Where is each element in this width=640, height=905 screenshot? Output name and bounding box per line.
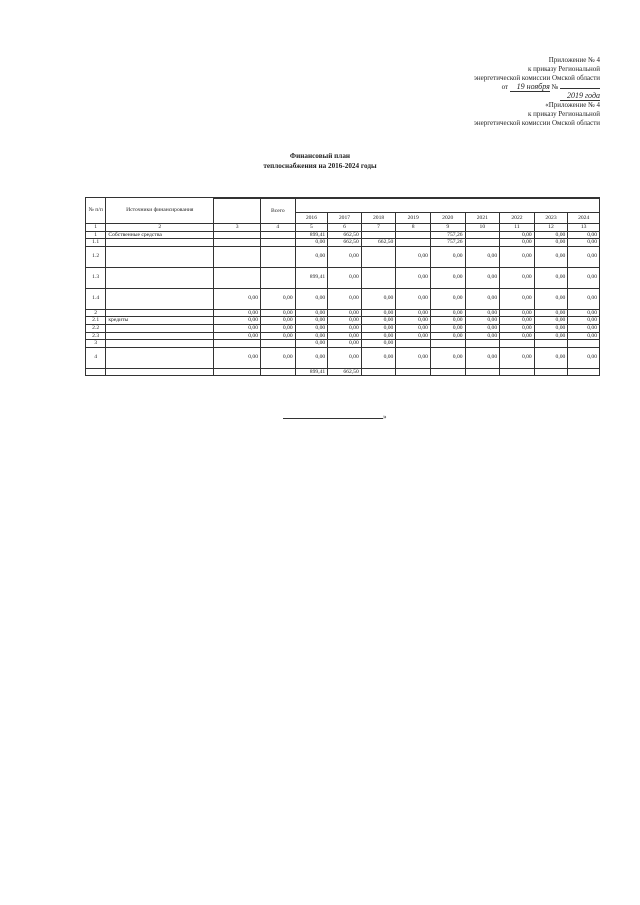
- approval-block-new: [435, 56, 600, 101]
- value-cell: 0,00: [261, 288, 296, 309]
- row-source: [106, 332, 214, 340]
- value-cell: 0,00: [214, 309, 261, 317]
- value-cell: [396, 368, 431, 376]
- value-cell: [465, 368, 500, 376]
- value-cell: [261, 239, 296, 247]
- header-col-number: 4: [261, 224, 296, 232]
- value-cell: [361, 267, 396, 288]
- row-source: [106, 267, 214, 288]
- header-col-number: 8: [396, 224, 431, 232]
- value-cell: 0,00: [361, 332, 396, 340]
- number-prefix: №: [551, 83, 559, 91]
- handwritten-year: 2019 года: [560, 92, 600, 101]
- value-cell: 0,00: [328, 288, 362, 309]
- value-cell: 0,00: [295, 324, 328, 332]
- value-cell: 0,00: [396, 324, 431, 332]
- value-cell: [534, 368, 568, 376]
- table-row: [86, 309, 600, 317]
- table-row: [86, 347, 600, 368]
- table-row: [86, 368, 600, 376]
- value-cell: 0,00: [465, 309, 500, 317]
- header-source: Источники финансирования: [106, 198, 214, 224]
- header-col-number: 9: [430, 224, 465, 232]
- value-cell: 0,00: [261, 347, 296, 368]
- table-row: [86, 231, 600, 239]
- value-cell: [534, 340, 568, 348]
- value-cell: 0,00: [214, 347, 261, 368]
- header-year: 2022: [500, 213, 535, 224]
- header-col-number: 2: [106, 224, 214, 232]
- value-cell: 0,00: [295, 239, 328, 247]
- value-cell: 0,00: [396, 246, 431, 267]
- title-line: теплоснабжения на 2016-2024 годы: [263, 161, 377, 170]
- row-number: 2.3: [86, 332, 106, 340]
- value-cell: 0,00: [361, 347, 396, 368]
- value-cell: 0,00: [534, 317, 568, 325]
- header-year: 2020: [430, 213, 465, 224]
- header-col-number: 7: [361, 224, 396, 232]
- title-line: Финансовый план: [289, 152, 351, 160]
- value-cell: 0,00: [465, 288, 500, 309]
- value-cell: 0,00: [361, 288, 396, 309]
- table-row: [86, 317, 600, 325]
- approval-block-old: [435, 101, 600, 128]
- row-number: 1.4: [86, 288, 106, 309]
- value-cell: 899,41: [295, 267, 328, 288]
- value-cell: 0,00: [534, 231, 568, 239]
- value-cell: 0,00: [328, 347, 362, 368]
- value-cell: 0,00: [568, 231, 600, 239]
- row-number: 1.3: [86, 267, 106, 288]
- value-cell: [465, 231, 500, 239]
- value-cell: 0,00: [261, 332, 296, 340]
- date-prefix: от: [501, 83, 509, 91]
- value-cell: 0,00: [500, 267, 535, 288]
- value-cell: 0,00: [465, 324, 500, 332]
- value-cell: [430, 340, 465, 348]
- value-cell: [430, 368, 465, 376]
- value-cell: 0,00: [534, 347, 568, 368]
- table-row: [86, 267, 600, 288]
- table-row: [86, 332, 600, 340]
- row-source: [106, 347, 214, 368]
- value-cell: [261, 246, 296, 267]
- row-number: 1.1: [86, 239, 106, 247]
- value-cell: 662,50: [328, 231, 362, 239]
- header-years-group: [295, 199, 599, 213]
- value-cell: 0,00: [261, 317, 296, 325]
- value-cell: 0,00: [465, 317, 500, 325]
- row-number: 3: [86, 340, 106, 348]
- header-num: № п/п: [86, 198, 106, 224]
- value-cell: 662,50: [328, 368, 362, 376]
- value-cell: 757,26: [430, 239, 465, 247]
- table-row: [86, 324, 600, 332]
- value-cell: 0,00: [328, 309, 362, 317]
- table-header: [86, 198, 600, 232]
- approval-line: энергетической комиссии Омской области: [473, 119, 600, 127]
- value-cell: 0,00: [361, 309, 396, 317]
- financial-plan-table: [85, 197, 600, 376]
- value-cell: 0,00: [295, 317, 328, 325]
- table-row: [86, 340, 600, 348]
- row-source: [106, 340, 214, 348]
- row-number: 4: [86, 347, 106, 368]
- header-col-number: 1: [86, 224, 106, 232]
- value-cell: 0,00: [534, 288, 568, 309]
- value-cell: 0,00: [214, 332, 261, 340]
- value-cell: [500, 368, 535, 376]
- value-cell: 0,00: [568, 347, 600, 368]
- row-number: 2.2: [86, 324, 106, 332]
- value-cell: 0,00: [214, 324, 261, 332]
- value-cell: 899,41: [295, 231, 328, 239]
- value-cell: 0,00: [396, 332, 431, 340]
- row-source: кредиты: [106, 317, 214, 325]
- value-cell: 0,00: [214, 317, 261, 325]
- row-number: [86, 368, 106, 376]
- value-cell: 0,00: [328, 340, 362, 348]
- value-cell: [261, 231, 296, 239]
- value-cell: 0,00: [534, 267, 568, 288]
- value-cell: [568, 340, 600, 348]
- value-cell: 0,00: [568, 309, 600, 317]
- closing-rule: [283, 418, 383, 419]
- value-cell: 0,00: [328, 267, 362, 288]
- value-cell: 0,00: [430, 267, 465, 288]
- value-cell: 0,00: [430, 332, 465, 340]
- value-cell: 0,00: [500, 246, 535, 267]
- header-col-number: 12: [534, 224, 568, 232]
- value-cell: 0,00: [500, 239, 535, 247]
- value-cell: 0,00: [430, 347, 465, 368]
- value-cell: 0,00: [396, 347, 431, 368]
- value-cell: 0,00: [396, 317, 431, 325]
- value-cell: 0,00: [328, 317, 362, 325]
- value-cell: 0,00: [328, 324, 362, 332]
- header-year: 2018: [361, 213, 396, 224]
- value-cell: 0,00: [568, 288, 600, 309]
- value-cell: 0,00: [396, 288, 431, 309]
- approval-line: к приказу Региональной: [527, 65, 600, 73]
- row-number: 1.2: [86, 246, 106, 267]
- value-cell: [361, 368, 396, 376]
- row-number: 2.1: [86, 317, 106, 325]
- value-cell: [568, 368, 600, 376]
- header-activity: [214, 199, 261, 224]
- value-cell: [465, 340, 500, 348]
- value-cell: 0,00: [465, 246, 500, 267]
- closing-quote: »: [383, 413, 387, 421]
- value-cell: 0,00: [430, 288, 465, 309]
- value-cell: 0,00: [500, 347, 535, 368]
- approval-line: «Приложение № 4: [545, 101, 600, 109]
- value-cell: [396, 239, 431, 247]
- value-cell: 0,00: [534, 246, 568, 267]
- header-col-number: 6: [328, 224, 362, 232]
- table-body: [86, 231, 600, 376]
- value-cell: 899,41: [295, 368, 328, 376]
- value-cell: 0,00: [534, 309, 568, 317]
- row-source: [106, 288, 214, 309]
- value-cell: 0,00: [396, 267, 431, 288]
- value-cell: 0,00: [295, 340, 328, 348]
- table-row: [86, 288, 600, 309]
- value-cell: 0,00: [295, 347, 328, 368]
- value-cell: 0,00: [361, 317, 396, 325]
- value-cell: 0,00: [430, 324, 465, 332]
- value-cell: [214, 231, 261, 239]
- value-cell: [500, 340, 535, 348]
- value-cell: 662,50: [328, 239, 362, 247]
- value-cell: 0,00: [295, 288, 328, 309]
- header-year: 2021: [465, 213, 500, 224]
- approval-year-line: [435, 92, 600, 101]
- row-source: [106, 309, 214, 317]
- row-number: 1: [86, 231, 106, 239]
- value-cell: 0,00: [261, 324, 296, 332]
- handwritten-number: [560, 88, 600, 89]
- value-cell: 662,50: [361, 239, 396, 247]
- value-cell: [396, 340, 431, 348]
- value-cell: 0,00: [430, 246, 465, 267]
- header-col-number: 10: [465, 224, 500, 232]
- header-total: Всего: [261, 199, 296, 224]
- header-col-number: 3: [214, 224, 261, 232]
- value-cell: [214, 267, 261, 288]
- value-cell: [214, 368, 261, 376]
- value-cell: [261, 267, 296, 288]
- header-year: 2016: [295, 213, 328, 224]
- value-cell: 0,00: [568, 246, 600, 267]
- row-number: 2: [86, 309, 106, 317]
- table-row: [86, 239, 600, 247]
- row-source: Собственные средства: [106, 231, 214, 239]
- value-cell: 0,00: [430, 317, 465, 325]
- header-year: 2017: [328, 213, 362, 224]
- value-cell: 0,00: [295, 309, 328, 317]
- value-cell: 0,00: [328, 246, 362, 267]
- value-cell: [361, 246, 396, 267]
- row-source: [106, 246, 214, 267]
- value-cell: 0,00: [261, 309, 296, 317]
- value-cell: [261, 368, 296, 376]
- value-cell: 0,00: [214, 288, 261, 309]
- value-cell: 0,00: [295, 332, 328, 340]
- value-cell: [396, 231, 431, 239]
- value-cell: 0,00: [500, 317, 535, 325]
- value-cell: 0,00: [361, 340, 396, 348]
- value-cell: 0,00: [534, 324, 568, 332]
- row-source: [106, 239, 214, 247]
- value-cell: 0,00: [465, 347, 500, 368]
- value-cell: 757,26: [430, 231, 465, 239]
- value-cell: 0,00: [568, 239, 600, 247]
- value-cell: 0,00: [500, 288, 535, 309]
- value-cell: [214, 340, 261, 348]
- handwritten-date: 19 ноября: [510, 83, 550, 92]
- row-source: [106, 324, 214, 332]
- approval-line: Приложение № 4: [548, 56, 600, 64]
- value-cell: 0,00: [568, 324, 600, 332]
- value-cell: 0,00: [534, 239, 568, 247]
- header-year: 2024: [568, 213, 600, 224]
- value-cell: 0,00: [361, 324, 396, 332]
- value-cell: [214, 246, 261, 267]
- value-cell: 0,00: [568, 332, 600, 340]
- value-cell: 0,00: [500, 324, 535, 332]
- table-row: [86, 246, 600, 267]
- value-cell: 0,00: [534, 332, 568, 340]
- row-source: [106, 368, 214, 376]
- header-col-number: 11: [500, 224, 535, 232]
- value-cell: 0,00: [465, 267, 500, 288]
- value-cell: [465, 239, 500, 247]
- value-cell: [361, 231, 396, 239]
- value-cell: 0,00: [500, 309, 535, 317]
- value-cell: 0,00: [500, 332, 535, 340]
- value-cell: 0,00: [568, 267, 600, 288]
- document-title: [60, 152, 580, 171]
- header-col-number: 13: [568, 224, 600, 232]
- value-cell: [261, 340, 296, 348]
- value-cell: 0,00: [465, 332, 500, 340]
- value-cell: 0,00: [568, 317, 600, 325]
- header-year: 2023: [534, 213, 568, 224]
- value-cell: 0,00: [430, 309, 465, 317]
- value-cell: 0,00: [396, 309, 431, 317]
- approval-line: энергетической комиссии Омской области: [473, 74, 600, 82]
- header-year: 2019: [396, 213, 431, 224]
- value-cell: 0,00: [295, 246, 328, 267]
- header-col-number: 5: [295, 224, 328, 232]
- approval-line: к приказу Региональной: [527, 110, 600, 118]
- value-cell: [214, 239, 261, 247]
- value-cell: 0,00: [500, 231, 535, 239]
- value-cell: 0,00: [328, 332, 362, 340]
